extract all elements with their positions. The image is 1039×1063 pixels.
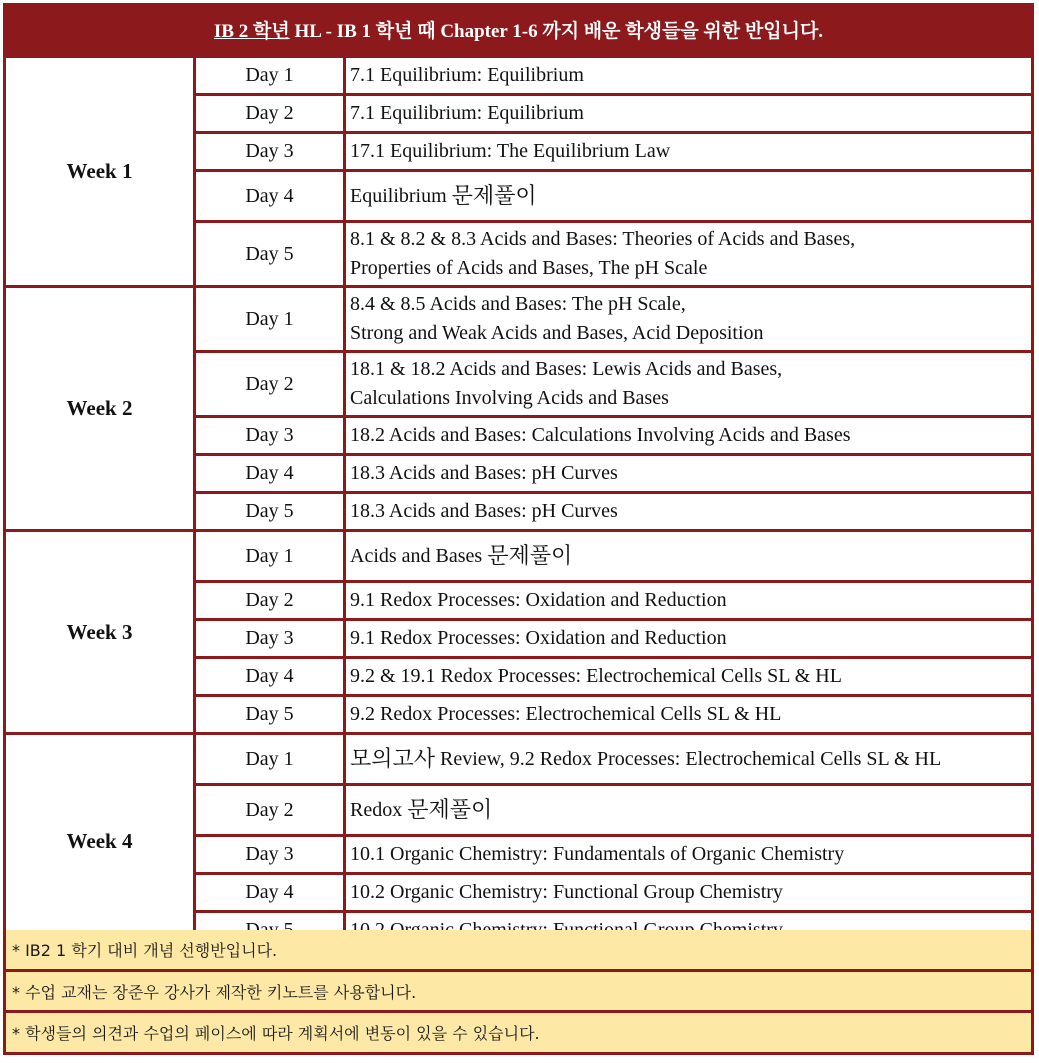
page-title [3, 3, 1034, 55]
topic-korean: 문제풀이 [451, 183, 537, 209]
notes-section [6, 930, 1031, 1052]
day-label: Day 4 [196, 456, 343, 491]
day-label: Day 2 [196, 96, 343, 131]
topic-cell [346, 96, 1031, 131]
topic-line-1: 8.4 & 8.5 Acids and Bases: The pH Scale, [350, 293, 686, 315]
topic-korean: 문제풀이 [407, 797, 493, 823]
day-label: Day 4 [196, 172, 343, 220]
topic-korean: 모의고사 [350, 746, 436, 772]
topic-cell [346, 735, 1031, 783]
day-label: Day 2 [196, 353, 343, 415]
topic-text: Review, 9.2 Redox Processes: Electrochemical Cells SL & HL [440, 747, 942, 770]
topic-cell [346, 786, 1031, 834]
topic-cell [346, 353, 1031, 415]
week-label: Week 4 [6, 735, 193, 948]
topic-text: 9.2 & 19.1 Redox Processes: Electrochemical Cells SL & HL [350, 665, 842, 687]
week-label: Week 2 [6, 288, 193, 529]
topic-text: 9.1 Redox Processes: Oxidation and Reduction [350, 627, 727, 649]
note-row: * IB2 1 학기 대비 개념 선행반입니다. [6, 930, 1031, 969]
day-label: Day 5 [196, 494, 343, 529]
day-label: Day 4 [196, 875, 343, 910]
week-label: Week 3 [6, 532, 193, 732]
topic-cell [346, 223, 1031, 285]
day-label: Day 5 [196, 697, 343, 732]
topic-line-2: Calculations Involving Acids and Bases [350, 387, 669, 409]
topic-cell [346, 875, 1031, 910]
topic-cell [346, 532, 1031, 580]
day-label: Day 2 [196, 583, 343, 618]
day-label: Day 1 [196, 532, 343, 580]
topic-text: Redox [350, 798, 403, 821]
day-label: Day 3 [196, 837, 343, 872]
day-label: Day 1 [196, 58, 343, 93]
topic-cell [346, 134, 1031, 169]
topic-korean: 문제풀이 [487, 543, 573, 569]
topic-text: 18.2 Acids and Bases: Calculations Involving Acids and Bases [350, 424, 851, 446]
topic-cell [346, 456, 1031, 491]
day-label: Day 3 [196, 621, 343, 656]
day-label: Day 1 [196, 735, 343, 783]
topic-text: Acids and Bases [350, 544, 483, 567]
topic-text: Equilibrium [350, 184, 447, 207]
topic-text: 18.3 Acids and Bases: pH Curves [350, 462, 618, 484]
topic-line-1: 8.1 & 8.2 & 8.3 Acids and Bases: Theories of Acids and Bases, [350, 228, 856, 250]
title-underlined: IB 2 학년 [213, 20, 290, 42]
day-label: Day 1 [196, 288, 343, 350]
topic-text: 10.1 Organic Chemistry: Fundamentals of Organic Chemistry [350, 843, 845, 865]
topic-cell [346, 172, 1031, 220]
topic-cell [346, 837, 1031, 872]
day-label: Day 3 [196, 134, 343, 169]
title-rest: HL - IB 1 학년 때 Chapter 1-6 까지 배운 학생들을 위한 반입니다. [289, 20, 824, 42]
topic-cell [346, 621, 1031, 656]
topic-cell [346, 659, 1031, 694]
topic-line-2: Properties of Acids and Bases, The pH Scale [350, 257, 708, 279]
note-row: * 학생들의 의견과 수업의 페이스에 따라 계획서에 변동이 있을 수 있습니다. [6, 1013, 1031, 1052]
topic-cell [346, 58, 1031, 93]
topic-cell [346, 288, 1031, 350]
day-label: Day 4 [196, 659, 343, 694]
schedule-table [3, 55, 1034, 928]
topic-cell [346, 494, 1031, 529]
day-label: Day 5 [196, 223, 343, 285]
topic-text: 9.1 Redox Processes: Oxidation and Reduction [350, 589, 727, 611]
topic-line-1: 18.1 & 18.2 Acids and Bases: Lewis Acids and Bases, [350, 358, 783, 380]
topic-cell [346, 418, 1031, 453]
topic-text: 9.2 Redox Processes: Electrochemical Cells SL & HL [350, 703, 782, 725]
topic-cell [346, 697, 1031, 732]
topic-text: 18.3 Acids and Bases: pH Curves [350, 500, 618, 522]
topic-text: 7.1 Equilibrium: Equilibrium [350, 102, 584, 124]
day-label: Day 2 [196, 786, 343, 834]
week-label: Week 1 [6, 58, 193, 285]
topic-line-2: Strong and Weak Acids and Bases, Acid Deposition [350, 322, 764, 344]
day-label: Day 3 [196, 418, 343, 453]
topic-text: 10.2 Organic Chemistry: Functional Group Chemistry [350, 881, 783, 903]
topic-text: 17.1 Equilibrium: The Equilibrium Law [350, 140, 671, 162]
note-row: * 수업 교재는 장준우 강사가 제작한 키노트를 사용합니다. [6, 972, 1031, 1011]
schedule-sheet [3, 3, 1034, 1055]
topic-text: 7.1 Equilibrium: Equilibrium [350, 64, 584, 86]
topic-cell [346, 583, 1031, 618]
